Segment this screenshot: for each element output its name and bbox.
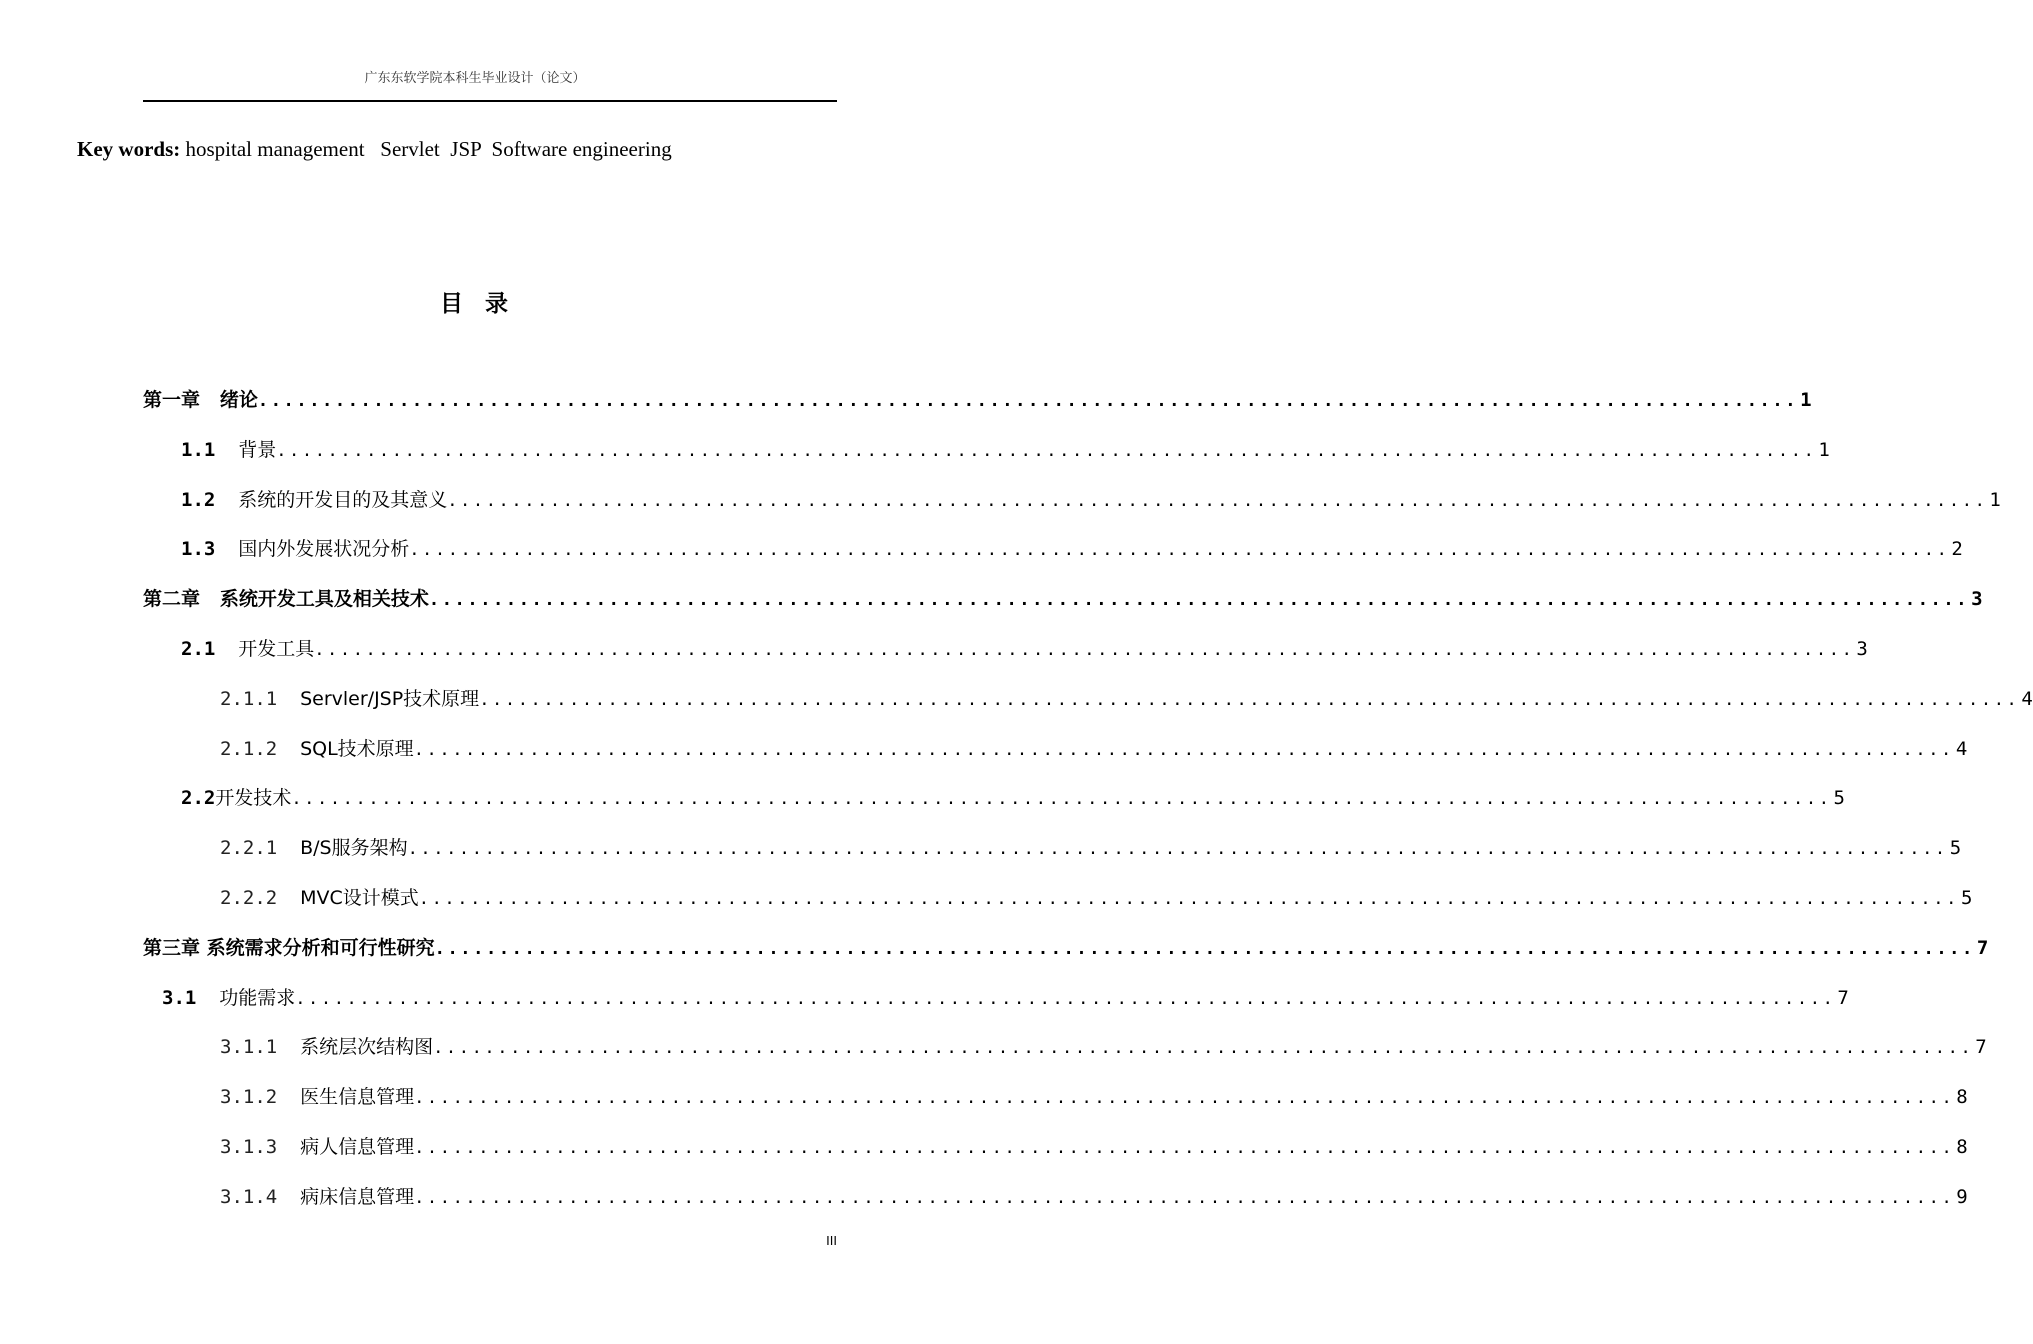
toc-leader-dots: ........................................................................................................................ <box>418 889 1959 909</box>
toc-entry-number: 1.2 <box>181 488 239 511</box>
toc-entry-label: 背景 <box>238 438 277 461</box>
toc-leader-dots: ........................................................................................................................ <box>428 590 1970 611</box>
toc-entry-label: 系统的开发目的及其意义 <box>238 488 448 511</box>
toc-entry-label: 功能需求 <box>219 986 296 1009</box>
toc-leader-dots: ........................................................................................................................ <box>291 789 1832 810</box>
toc-entry-number: 2.1.2 <box>220 737 301 760</box>
toc-leader-dots: ........................................................................................................................ <box>409 540 1950 561</box>
toc-entry-page: 3 <box>1856 638 1868 660</box>
toc-entry-label: 病人信息管理 <box>300 1136 415 1158</box>
toc-leader-dots: ........................................................................................................................ <box>295 988 1836 1009</box>
toc-entry-number: 2.2.1 <box>220 837 301 860</box>
toc-entry[interactable] <box>181 534 1963 564</box>
toc-entry-label: 系统层次结构图 <box>300 1036 434 1059</box>
toc-entry-page: 9 <box>1956 1185 1968 1208</box>
toc-leader-dots: ........................................................................................................................ <box>433 1038 1974 1059</box>
page-number: III <box>826 1233 837 1248</box>
toc-leader-dots: ........................................................................................................................ <box>407 839 1948 860</box>
toc-entry-number: 3.1.4 <box>220 1185 301 1208</box>
toc-entry-number: 第三章 <box>143 936 207 959</box>
toc-entry-number: 1.3 <box>181 538 239 561</box>
toc-entry-label: 医生信息管理 <box>300 1086 415 1109</box>
toc-entry[interactable] <box>220 1082 1968 1112</box>
toc-entry-number: 2.2.2 <box>220 887 301 909</box>
toc-entry[interactable] <box>181 435 1830 465</box>
toc-entry-page: 5 <box>1960 887 1973 909</box>
toc-entry-label: MVC设计模式 <box>300 887 419 909</box>
toc-entry-label: 国内外发展状况分析 <box>238 538 410 561</box>
toc-entry-page: 2 <box>1951 538 1963 561</box>
toc-entry-label: 开发工具 <box>238 638 315 660</box>
toc-entry[interactable] <box>220 1132 1968 1162</box>
toc-leader-dots: ........................................................................................................................ <box>414 1187 1955 1208</box>
toc-entry-label: B/S服务架构 <box>300 837 408 860</box>
keywords-label: Key words: <box>77 137 181 161</box>
toc-entry[interactable] <box>220 833 1962 863</box>
toc-leader-dots: ........................................................................................................................ <box>447 490 1988 511</box>
toc-entry-page: 3 <box>1971 588 1983 611</box>
toc-entry-page: 8 <box>1956 1136 1968 1158</box>
toc-entry[interactable] <box>220 883 1973 913</box>
toc-leader-dots: ........................................................................................................................ <box>479 689 2020 710</box>
toc-entry-label: 病床信息管理 <box>300 1185 415 1208</box>
toc-leader-dots: ........................................................................................................................ <box>434 938 1975 959</box>
toc-entry-number: 2.2 <box>181 787 216 810</box>
toc-entry-page: 7 <box>1976 936 1989 959</box>
toc-entry-number: 第二章 <box>143 588 220 611</box>
toc-entry-page: 4 <box>2021 687 2033 710</box>
toc-entry-number: 2.1.1 <box>220 687 301 710</box>
toc-entry-number: 3.1 <box>162 986 220 1009</box>
toc-entry[interactable] <box>220 684 2033 714</box>
toc-leader-dots: ........................................................................................................................ <box>414 1088 1955 1109</box>
toc-leader-dots: ........................................................................................................................ <box>314 640 1855 660</box>
toc-entry-label: SQL技术原理 <box>300 737 414 760</box>
toc-leader-dots: ........................................................................................................................ <box>257 391 1799 411</box>
toc-title: 目 录 <box>439 291 510 317</box>
toc-entry[interactable] <box>220 734 1968 764</box>
toc-entry-number: 第一章 <box>143 389 220 411</box>
toc-entry-number: 3.1.1 <box>220 1036 301 1059</box>
toc-entry[interactable] <box>220 1182 1968 1212</box>
toc-entry-page: 5 <box>1949 837 1962 860</box>
toc-entry[interactable] <box>220 1032 1987 1062</box>
toc-entry[interactable] <box>181 783 1845 813</box>
toc-entry-number: 2.1 <box>181 638 239 660</box>
toc-entry-label: 绪论 <box>219 389 258 411</box>
toc-entry-page: 1 <box>1818 438 1830 461</box>
toc-entry-label: 系统开发工具及相关技术 <box>219 588 429 611</box>
toc-entry[interactable] <box>143 385 1812 415</box>
toc-entry-page: 5 <box>1833 787 1845 810</box>
toc-entry-number: 3.1.3 <box>220 1136 301 1158</box>
toc-leader-dots: ........................................................................................................................ <box>413 739 1954 760</box>
toc-entry[interactable] <box>143 584 1983 614</box>
toc-entry-number: 3.1.2 <box>220 1086 301 1109</box>
toc-leader-dots: ........................................................................................................................ <box>276 440 1817 461</box>
keywords-text: hospital management Servlet JSP Software engineering <box>180 137 672 161</box>
toc-entry-label: 系统需求分析和可行性研究 <box>206 936 435 959</box>
toc-entry-page: 8 <box>1956 1086 1968 1109</box>
page-header: 广东东软学院本科生毕业设计（论文） <box>364 71 586 86</box>
toc-entry-page: 4 <box>1955 737 1968 760</box>
toc-entry-page: 7 <box>1975 1036 1987 1059</box>
toc-entry-page: 1 <box>1989 488 2001 511</box>
toc-entry-number: 1.1 <box>181 438 239 461</box>
toc-entry[interactable] <box>181 634 1868 664</box>
toc-entry-label: 开发技术 <box>215 787 292 810</box>
toc-leader-dots: ........................................................................................................................ <box>414 1138 1955 1158</box>
toc-entry[interactable] <box>162 983 1849 1013</box>
toc-entry-page: 1 <box>1800 389 1812 411</box>
toc-entry-label: Servler/JSP技术原理 <box>300 687 480 710</box>
toc-entry[interactable] <box>143 933 1989 963</box>
toc-entry[interactable] <box>181 485 2001 515</box>
toc-entry-page: 7 <box>1837 986 1849 1009</box>
